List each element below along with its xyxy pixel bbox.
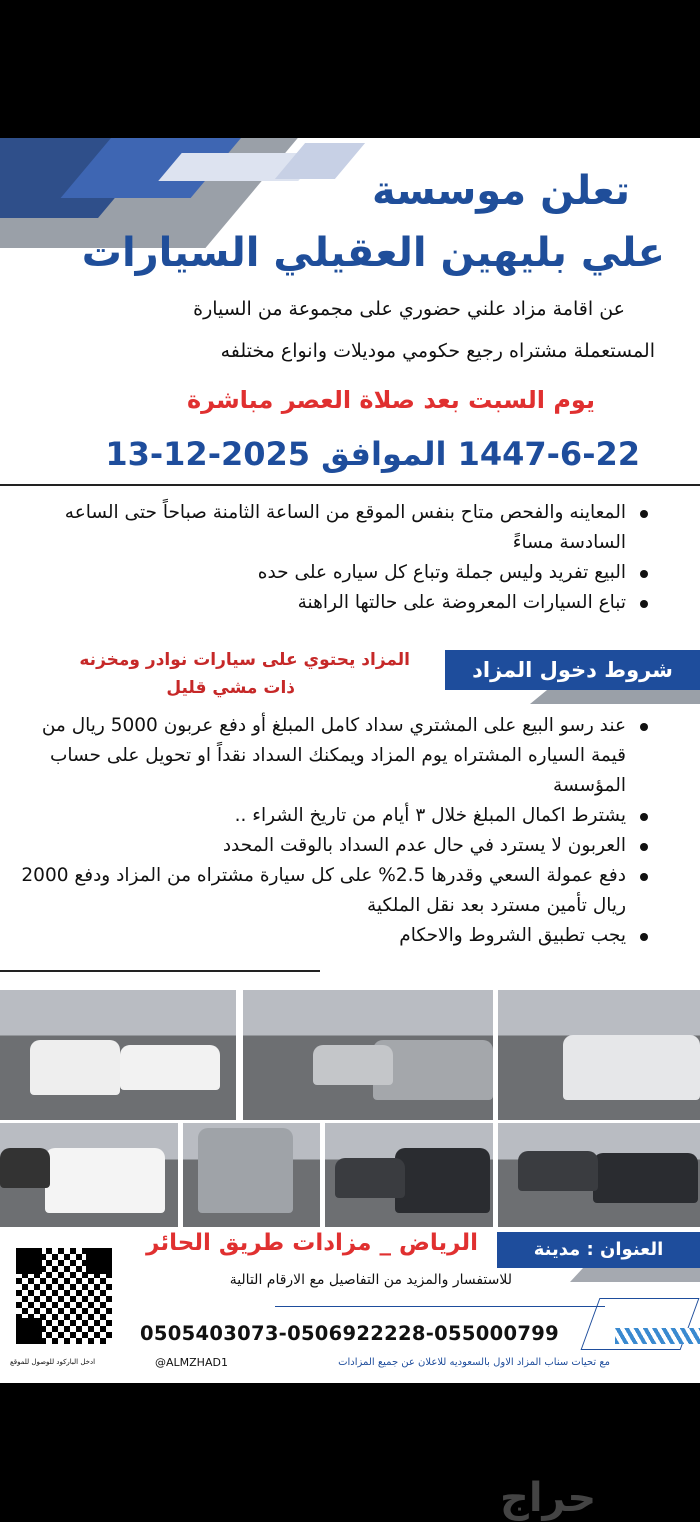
decor-hatch [615,1328,700,1344]
address-label: العنوان : مدينة [497,1232,700,1268]
credit-text: مع تحيات سناب المزاد الاول بالسعوديه للاعلان عن جميع المزادات [338,1357,610,1368]
phone-numbers[interactable]: 0505403073-0506922228-055000799 [140,1322,559,1345]
car-photo [498,990,700,1120]
car-photo [183,1123,320,1227]
auction-poster [0,138,700,1383]
decor-bar [570,1268,700,1282]
divider [0,484,700,486]
divider [0,970,320,972]
headline-line2: علي بليهين العقيلي السيارات [81,230,665,276]
info-list [12,498,652,618]
list-item: عند رسو البيع على المشتري سداد كامل المبلغ أو دفع عربون 5000 ريال من قيمة السياره المشتراه يوم المزاد ويمكنك السداد نقداً او تحويل على حساب المؤسسة [12,711,652,801]
schedule-day: يوم السبت بعد صلاة العصر مباشرة [186,386,595,414]
car-photo [325,1123,493,1227]
car-photo [243,990,493,1120]
car-photo [498,1123,700,1227]
schedule-date: 1447-6-22 الموافق 2025-12-13 [105,435,640,473]
conditions-title: شروط دخول المزاد [445,650,700,690]
list-item: العربون لا يسترد في حال عدم السداد بالوقت المحدد [12,831,652,861]
qr-code[interactable] [16,1248,112,1344]
conditions-list [12,711,652,951]
rare-note-line2: ذات مشي قليل [166,678,295,698]
intro-line2: المستعملة مشتراه رجيع حكومي موديلات وانواع مختلفه [220,340,655,362]
list-item: المعاينه والفحص متاح بنفس الموقع من الساعة الثامنة صباحاً حتى الساعه السادسة مساءً [12,498,652,558]
list-item: دفع عمولة السعي وقدرها 2.5% على كل سيارة مشتراه من المزاد ودفع 2000 ريال تأمين مسترد بعد نقل الملكية [12,861,652,921]
snap-handle[interactable]: @ALMZHAD1 [155,1356,228,1369]
list-item: يشترط اكمال المبلغ خلال ٣ أيام من تاريخ الشراء .. [12,801,652,831]
rare-note-line1: المزاد يحتوي على سيارات نوادر ومخزنه [79,650,410,670]
inquiry-text: للاستفسار والمزيد من التفاصيل مع الارقام التالية [229,1272,512,1288]
car-photo [0,1123,178,1227]
qr-caption: ادخل الباركود للوصول للموقع [10,1358,96,1366]
headline-line1: تعلن موسسة [372,168,630,214]
address-value: الرياض _ مزادات طريق الحائر [146,1230,478,1256]
haraj-watermark: حراج [500,1475,597,1521]
list-item: تباع السيارات المعروضة على حالتها الراهنة [12,588,652,618]
list-item: يجب تطبيق الشروط والاحكام [12,921,652,951]
intro-line1: عن اقامة مزاد علني حضوري على مجموعة من السيارة [193,298,625,320]
decor-line [275,1306,605,1307]
car-photo [0,990,236,1120]
list-item: البيع تفريد وليس جملة وتباع كل سياره على حده [12,558,652,588]
decor-bar [530,690,700,704]
